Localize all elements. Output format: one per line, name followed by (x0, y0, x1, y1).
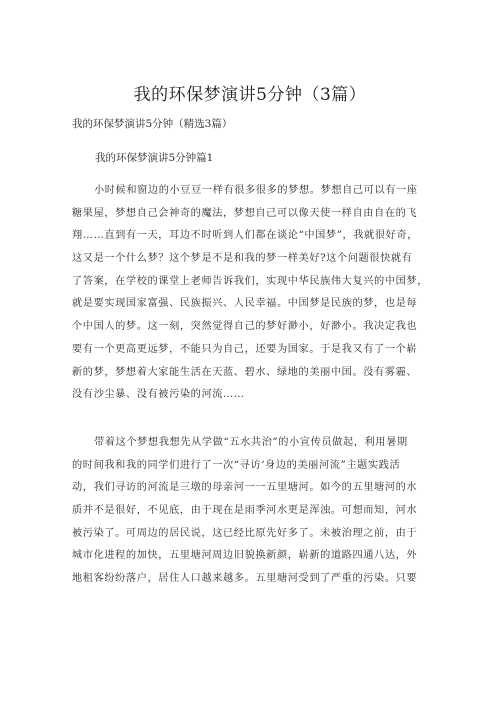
paragraph-line: 糖果屋，梦想自己会神奇的魔法，梦想自己可以像天使一样自由自在的飞 (72, 207, 418, 219)
paragraph-line: 没有沙尘暴、没有被污染的河流…… (72, 389, 245, 401)
paragraph-line: 个中国人的梦。这一刻，突然觉得自己的梦好渺小，好渺小。我决定我也 (72, 321, 418, 333)
paragraph-line: 被污染了。可周边的居民说，这已经比原先好多了。未被治理之前，由于 (72, 527, 418, 539)
paragraph-line: 的时间我和我的同学们进行了一次“寻访‘身边的美丽河流”主题实践活 (72, 459, 401, 471)
section-heading: 我的环保梦演讲5分钟篇1 (95, 152, 214, 164)
document-title: 我的环保梦演讲5分钟（3篇） (133, 85, 367, 105)
paragraph-line: 翔……直到有一天，耳边不时听到人们都在谈论“中国梦”，我就很好奇， (72, 230, 419, 242)
paragraph-line: 这又是一个什么梦？这个梦是不是和我的梦一样美好?这个问题很快就有 (72, 253, 413, 265)
paragraph-line: 新的梦，梦想着大家能生活在天蓝、碧水、绿地的美丽中国。没有雾霾、 (72, 366, 418, 378)
paragraph-line: 动，我们寻访的河流是三墩的母亲河一一五里塘河。如今的五里塘河的水 (72, 482, 418, 494)
paragraph-line: 了答案，在学校的课堂上老师告诉我们，实现中华民族伟大复兴的中国梦， (72, 275, 428, 287)
paragraph-line: 就是要实现国家富强、民族振兴、人民幸福。中国梦是民族的梦，也是每 (72, 298, 418, 310)
document-subtitle: 我的环保梦演讲5分钟（精选3篇） (72, 118, 233, 130)
paragraph (72, 180, 432, 407)
paragraph-line: 小时候和窗边的小豆豆一样有很多很多的梦想。梦想自己可以有一座 (94, 185, 418, 196)
paragraph-line: 要有一个更高更远梦，不能只为自己，还要为国家。于是我又有了一个崭 (72, 343, 418, 355)
paragraph-line: 带着这个梦想我想先从学做“五水共治”的小宣传员做起，利用暑期 (94, 437, 408, 448)
paragraph-line: 质并不是很好，不见底，由于现在是雨季河水更是浑浊。可想而知，河水 (72, 505, 418, 517)
paragraph-line: 地租客纷纷落户，居住人口越来越多。五里塘河受到了严重的污染。只要 (72, 573, 418, 585)
paragraph-line: 城市化进程的加快，五里塘河周边旧貌换新颜，崭新的道路四通八达，外 (72, 550, 418, 562)
paragraph (72, 432, 432, 591)
